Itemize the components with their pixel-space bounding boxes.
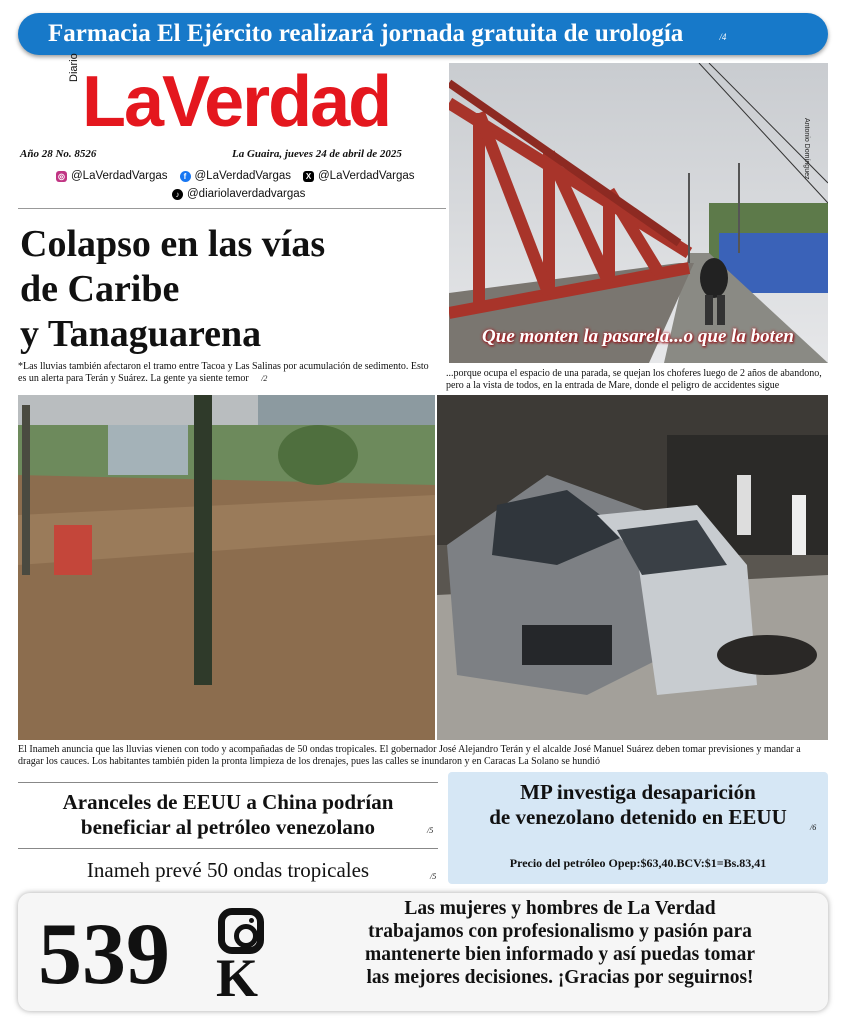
story-aranceles-line: beneficiar al petróleo venezolano — [80, 815, 376, 839]
bridge-overlay-text: Que monten la pasarela...o que la boten — [482, 326, 794, 347]
instagram-handle[interactable]: @LaVerdadVargas — [71, 170, 168, 182]
lead-page-ref: /2 — [261, 374, 268, 383]
story-mp-page-ref: /6 — [810, 823, 817, 832]
banner-page-ref: /4 — [719, 32, 727, 42]
x-icon: X — [303, 171, 314, 182]
instagram-lens — [234, 924, 258, 948]
story-aranceles[interactable] — [18, 790, 438, 840]
photos-caption: El Inameh anuncia que las lluvias vienen con todo y acompañadas de 50 ondas tropicales. El gobernador José Alejandro Terán y el alcalde José Manuel Suárez deben tomar previsiones y mandar a dragar los cauces. Los habitantes también piden la pronta limpieza de los drenajes, pues las calles se inundaron y en Caracas La Solano se hundió — [18, 744, 801, 767]
thanks-message — [300, 897, 820, 989]
follower-count: 539 — [38, 906, 170, 1003]
thanks-line: Las mujeres y hombres de La Verdad — [404, 898, 716, 919]
facebook-handle[interactable]: @LaVerdadVargas — [194, 170, 291, 182]
instagram-dot — [249, 918, 254, 923]
social-links — [56, 170, 415, 182]
edition-number: Año 28 No. 8526 — [20, 148, 97, 160]
flood-photo[interactable] — [18, 395, 435, 740]
story-mp-line: MP investiga desaparición — [520, 780, 756, 804]
masthead-logo: LaVerdad — [82, 62, 391, 142]
story-mp — [448, 780, 828, 830]
lead-summary — [18, 361, 438, 385]
tiktok-icon: ♪ — [172, 189, 183, 200]
oil-price-ticker: Precio del petróleo Opep:$63,40.BCV:$1=Bs.83,41 — [509, 856, 767, 870]
dateline: La Guaira, jueves 24 de abril de 2025 — [232, 148, 402, 160]
story-mp-line: de venezolano detenido en EEUU — [489, 805, 787, 829]
top-banner[interactable] — [18, 13, 828, 55]
headline-line: Colapso en las vías — [20, 223, 326, 265]
headline-line: y Tanaguarena — [20, 313, 262, 355]
flood-photo-illustration — [18, 395, 435, 740]
masthead-divider — [18, 208, 446, 209]
story-inameh-page-ref: /5 — [430, 872, 437, 881]
thanks-line: mantenerte bien informado y así puedas tomar — [365, 944, 755, 965]
story-aranceles-line: Aranceles de EEUU a China podrían — [62, 790, 394, 814]
tiktok-handle[interactable]: @diariolaverdadvargas — [187, 188, 306, 200]
social-links-tiktok — [172, 188, 305, 200]
bridge-photo[interactable] — [449, 63, 828, 363]
banner-headline: Farmacia El Ejército realizará jornada gratuita de urología — [48, 20, 684, 47]
bridge-photo-illustration — [449, 63, 828, 363]
headline-line: de Caribe — [20, 268, 180, 310]
facebook-icon: f — [180, 171, 191, 182]
section-divider — [18, 848, 438, 849]
follower-unit: K — [216, 948, 259, 1008]
section-divider — [18, 782, 438, 783]
lead-headline[interactable] — [20, 222, 440, 357]
lead-summary-text: *Las lluvias también afectaron el tramo entre Tacoa y Las Salinas por acumulación de sedimento. Esto es un alerta para Terán y Suárez. La gente ya siente temor — [18, 361, 429, 384]
sinkhole-photo-illustration — [437, 395, 828, 740]
masthead-prefix: Diario — [68, 53, 80, 82]
story-aranceles-page-ref: /5 — [427, 826, 434, 835]
story-inameh[interactable]: Inameh prevé 50 ondas tropicales — [86, 858, 370, 882]
thanks-line: las mejores decisiones. ¡Gracias por seguirnos! — [366, 967, 754, 988]
thanks-line: trabajamos con profesionalismo y pasión para — [368, 921, 752, 942]
photo-credit: Antonio Domínguez — [803, 118, 810, 180]
instagram-icon: ◎ — [56, 171, 67, 182]
bridge-caption: ...porque ocupa el espacio de una parada, se quejan los choferes luego de 2 años de abandono, pero a la vista de todos, en la entrada de Mare, donde el peligro de accidentes sigue — [446, 368, 822, 391]
sinkhole-photo[interactable] — [437, 395, 828, 740]
x-handle[interactable]: @LaVerdadVargas — [318, 170, 415, 182]
